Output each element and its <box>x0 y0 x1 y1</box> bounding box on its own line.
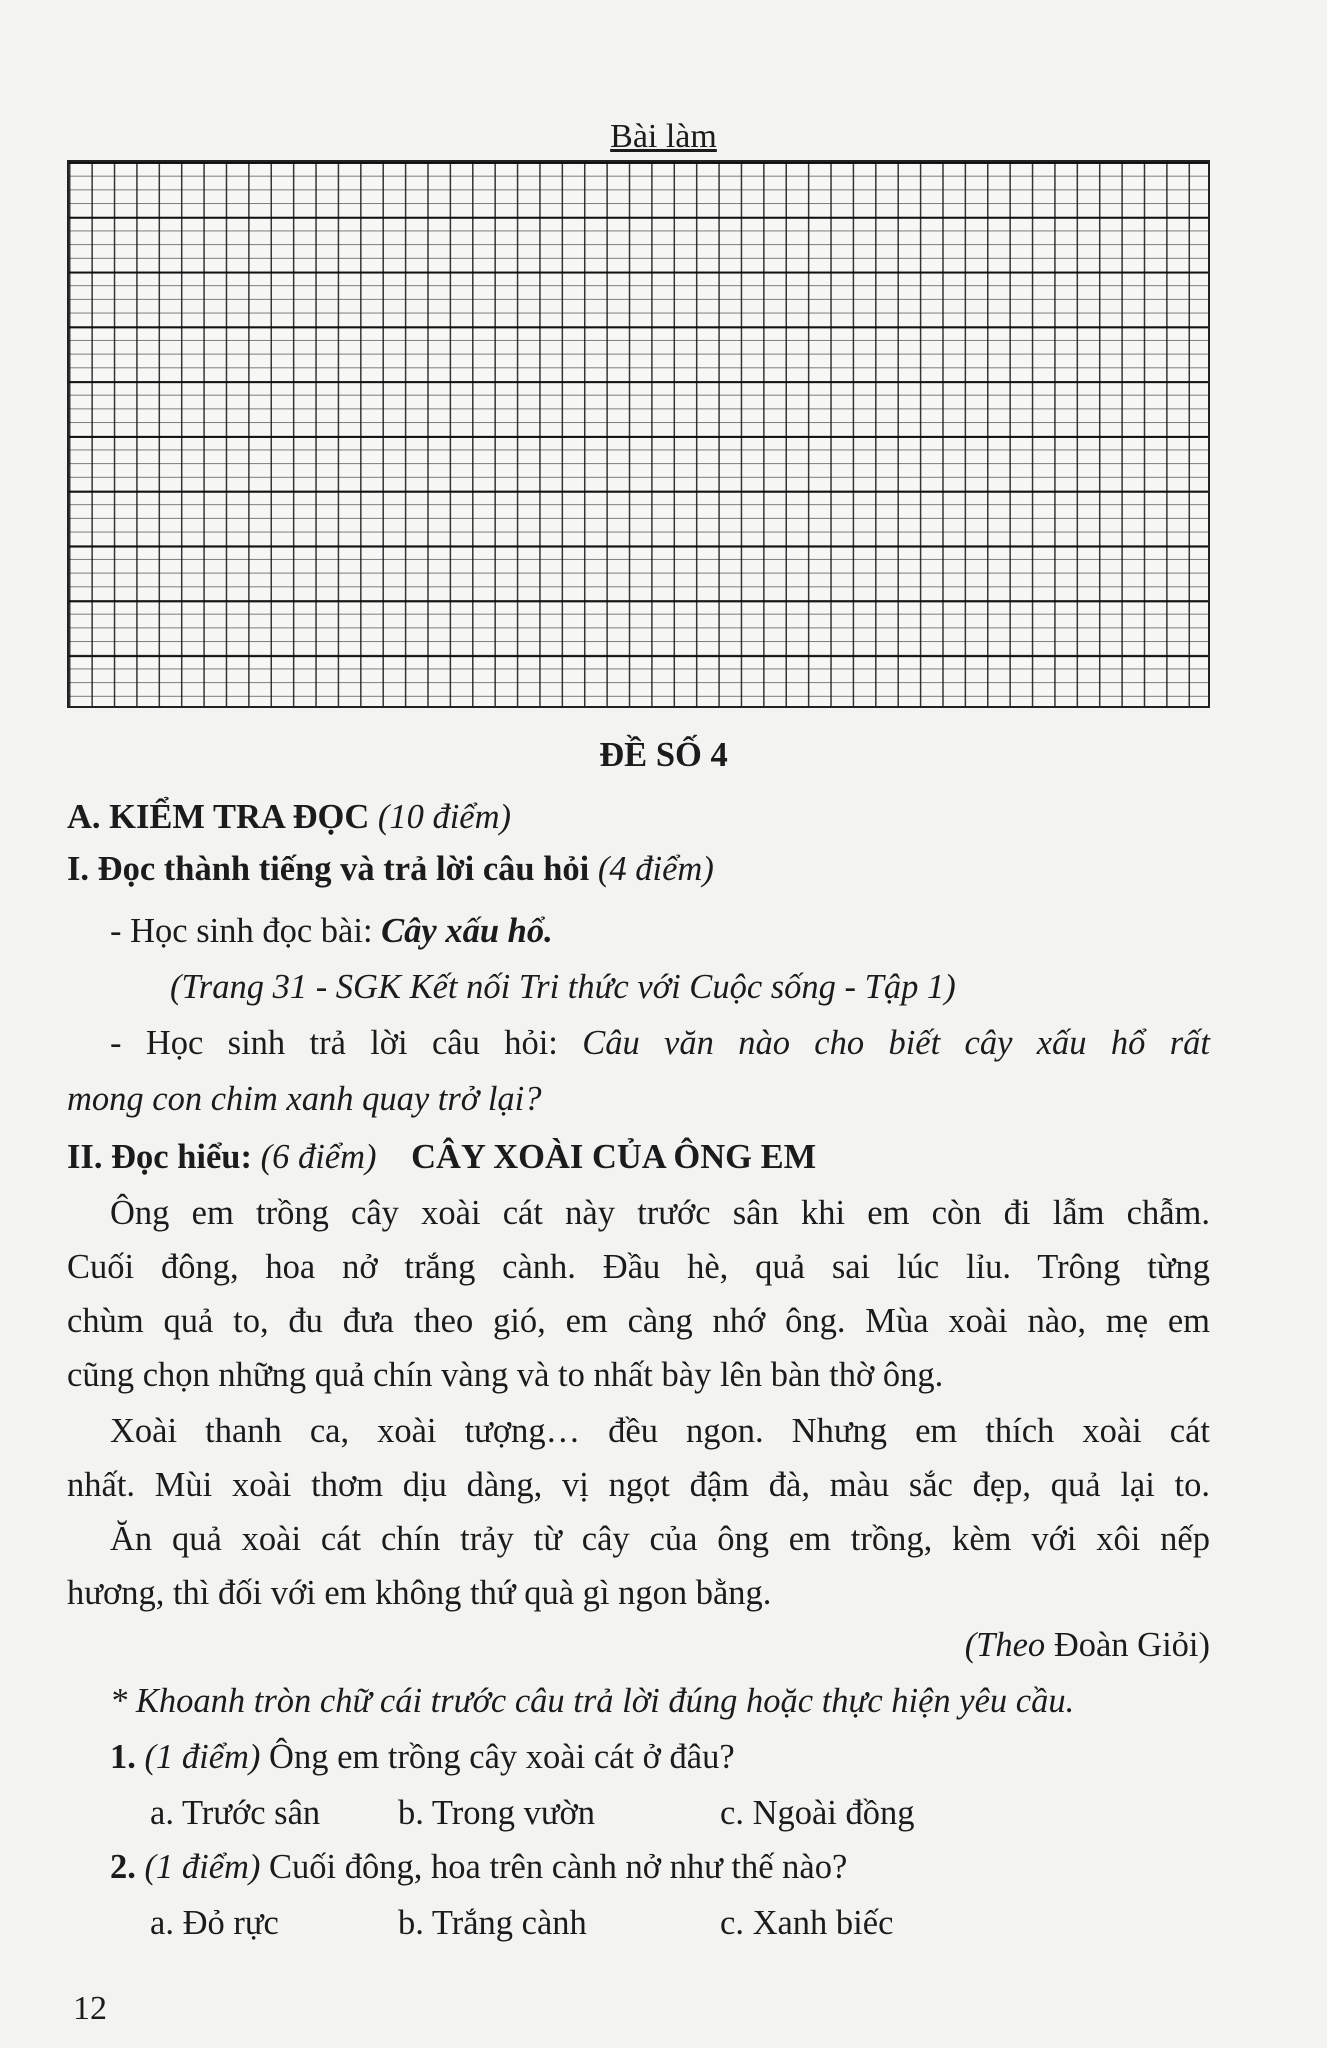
paragraph1-line3: chùm quả to, đu đưa theo gió, em càng nhớ ông. Mùa xoài nào, mẹ em <box>67 1302 1210 1340</box>
part2-label: II. Đọc hiểu: <box>67 1138 252 1176</box>
section-a-label: A. KIỂM TRA ĐỌC <box>67 798 370 836</box>
answer-question-line1: Câu văn nào cho biết cây xấu hổ rất <box>582 1024 1210 1062</box>
question-2-points: (1 điểm) <box>144 1848 261 1886</box>
question-1-option-a[interactable]: a. Trước sân <box>150 1794 321 1832</box>
attribution-prefix: (Theo <box>964 1626 1046 1664</box>
grid-major-lines <box>69 162 1208 706</box>
question-2-number: 2. <box>110 1848 136 1886</box>
question-1-text: Ông em trồng cây xoài cát ở đâu? <box>260 1738 735 1776</box>
read-title: Cây xấu hổ. <box>381 912 553 950</box>
part1-points: (4 điểm) <box>597 850 714 888</box>
page-number: 12 <box>73 1990 107 2027</box>
question-1-points: (1 điểm) <box>144 1738 261 1776</box>
question-2-option-c[interactable]: c. Xanh biếc <box>720 1904 894 1942</box>
part1-label: I. Đọc thành tiếng và trả lời câu hỏi <box>67 850 590 888</box>
question-2-option-a[interactable]: a. Đỏ rực <box>150 1904 279 1942</box>
question-2-text: Cuối đông, hoa trên cành nở như thế nào? <box>260 1848 848 1886</box>
part2-points: (6 điểm) <box>260 1138 377 1176</box>
section-a-heading <box>67 800 511 835</box>
question-1 <box>110 1740 735 1775</box>
read-prefix: - Học sinh đọc bài: <box>110 912 382 950</box>
part1-answer-line2: mong con chim xanh quay trở lại? <box>67 1080 542 1118</box>
part2-heading <box>67 1140 816 1175</box>
section-a-points: (10 điểm) <box>377 798 512 836</box>
paragraph3-line2: hương, thì đối với em không thứ quà gì ngon bằng. <box>67 1574 772 1612</box>
handwriting-grid <box>67 160 1210 708</box>
paragraph1-line2: Cuối đông, hoa nở trắng cành. Đầu hè, quả sai lúc lỉu. Trông từng <box>67 1248 1210 1286</box>
part1-read-line <box>110 914 553 949</box>
question-1-option-c[interactable]: c. Ngoài đồng <box>720 1794 915 1832</box>
paragraph1-line4: cũng chọn những quả chín vàng và to nhất bày lên bàn thờ ông. <box>67 1356 944 1394</box>
paragraph1-line1: Ông em trồng cây xoài cát này trước sân khi em còn đi lẫm chẫm. <box>110 1194 1210 1232</box>
part1-answer-line1 <box>110 1026 1210 1061</box>
part1-heading <box>67 852 714 887</box>
question-1-option-b[interactable]: b. Trong vườn <box>398 1794 596 1832</box>
paragraph2-line2: nhất. Mùi xoài thơm dịu dàng, vị ngọt đậm đà, màu sắc đẹp, quả lại to. <box>67 1466 1210 1504</box>
exam-title: ĐỀ SỐ 4 <box>599 736 728 774</box>
question-1-number: 1. <box>110 1738 136 1776</box>
paragraph3-line1: Ăn quả xoài cát chín trảy từ cây của ông em trồng, kèm với xôi nếp <box>110 1520 1210 1558</box>
attribution <box>965 1628 1210 1663</box>
story-title: CÂY XOÀI CỦA ÔNG EM <box>411 1138 817 1176</box>
attribution-author: Đoàn Giỏi) <box>1045 1626 1210 1664</box>
worksheet-title: Bài làm <box>610 118 717 155</box>
question-2 <box>110 1850 847 1885</box>
paragraph2-line1: Xoài thanh ca, xoài tượng… đều ngon. Nhưng em thích xoài cát <box>110 1412 1210 1450</box>
question-2-option-b[interactable]: b. Trắng cành <box>398 1904 587 1942</box>
part1-source: (Trang 31 - SGK Kết nối Tri thức với Cuộc sống - Tập 1) <box>170 968 956 1006</box>
answer-prefix: - Học sinh trả lời câu hỏi: <box>110 1024 583 1062</box>
instruction: * Khoanh tròn chữ cái trước câu trả lời đúng hoặc thực hiện yêu cầu. <box>110 1682 1075 1720</box>
